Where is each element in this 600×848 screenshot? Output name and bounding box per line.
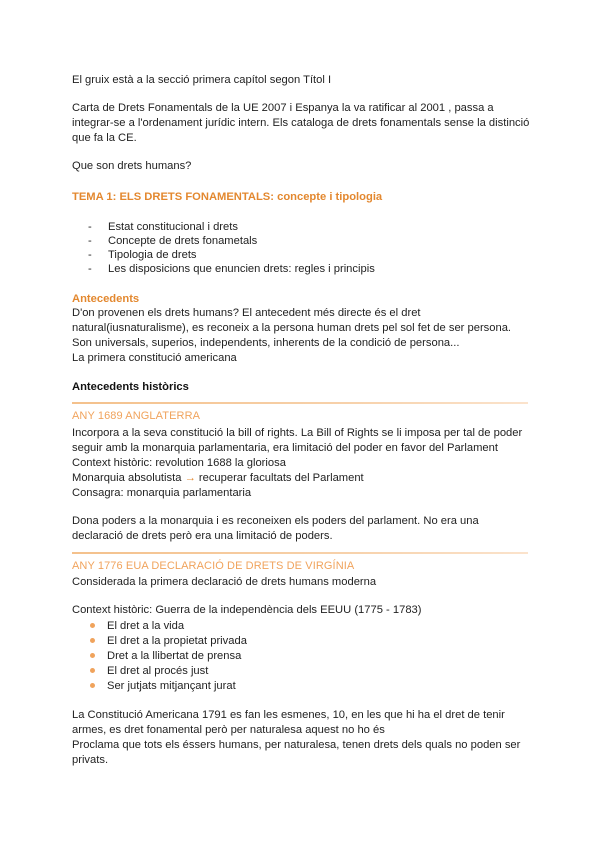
s1-paragraph-line: declaració de drets però era una limitació de poders. <box>72 530 333 542</box>
dash-marker: - <box>88 221 92 233</box>
intro-line: El gruix està a la secció primera capítol segon Títol I <box>72 74 332 86</box>
s2-paragraph-line: armes, es dret fonamental però per naturalesa aquest no ho és <box>72 724 385 736</box>
s1-line: Context històric: revolution 1688 la gloriosa <box>72 457 286 469</box>
bullet-icon <box>90 683 95 688</box>
dash-marker: - <box>88 249 92 261</box>
list-item: El dret a la propietat privada <box>90 634 247 649</box>
historics-heading: Antecedents històrics <box>72 381 189 393</box>
section-divider <box>72 402 528 404</box>
s1-line: seguir amb la monarquia parlamentaria, era limitació del poder en favor del Parlament <box>72 442 498 454</box>
list-item: - Concepte de drets fonametals <box>88 235 258 247</box>
intro-paragraph-line: que fa la CE. <box>72 132 137 144</box>
s1-line: Incorpora a la seva constitució la bill of rights. La Bill of Rights se li imposa per tal de poder <box>72 427 523 439</box>
s2-paragraph-line: privats. <box>72 754 109 766</box>
antecedents-line: La primera constitució americana <box>72 352 237 364</box>
dash-marker: - <box>88 235 92 247</box>
antecedents-line: D'on provenen els drets humans? El antecedent més directe és el dret <box>72 307 421 319</box>
antecedents-line: Son universals, superios, independents, inherents de la condició de persona... <box>72 337 460 349</box>
list-item: Dret a la llibertat de prensa <box>90 649 241 664</box>
s2-context: Context històric: Guerra de la independència dels EEUU (1775 - 1783) <box>72 604 422 616</box>
bullet-icon <box>90 623 95 628</box>
section-title-1776: ANY 1776 EUA DECLARACIÓ DE DRETS DE VIRGÍNIA <box>72 560 355 572</box>
s1-monarquia-line: Monarquia absolutista → recuperar facultats del Parlament <box>72 472 364 484</box>
list-item: - Tipologia de drets <box>88 249 197 261</box>
s2-subtitle: Considerada la primera declaració de drets humans moderna <box>72 576 377 588</box>
s2-paragraph-line: La Constitució Americana 1791 es fan les esmenes, 10, en les que hi ha el dret de tenir <box>72 709 505 721</box>
intro-question: Que son drets humans? <box>72 160 192 172</box>
section-divider <box>72 552 528 554</box>
dash-marker: - <box>88 263 92 275</box>
list-item: Ser jutjats mitjançant jurat <box>90 679 236 694</box>
list-item: - Estat constitucional i drets <box>88 221 238 233</box>
section-title-1689: ANY 1689 ANGLATERRA <box>72 410 201 422</box>
tema-title: TEMA 1: ELS DRETS FONAMENTALS: concepte i tipologia <box>72 191 383 203</box>
intro-paragraph-line: Carta de Drets Fonamentals de la UE 2007 i Espanya la va ratificar al 2001 , passa a <box>72 102 494 114</box>
arrow-right-icon: → <box>184 472 196 484</box>
list-item: El dret a la vida <box>90 619 184 634</box>
bullet-icon <box>90 668 95 673</box>
antecedents-heading: Antecedents <box>72 293 140 305</box>
s1-consagra: Consagra: monarquia parlamentaria <box>72 487 252 499</box>
antecedents-line: natural(iusnaturalisme), es reconeix a la persona human drets pel sol fet de ser persona. <box>72 322 512 334</box>
bullet-icon <box>90 638 95 643</box>
s1-paragraph-line: Dona poders a la monarquia i es reconeixen els poders del parlament. No era una <box>72 515 479 527</box>
intro-paragraph-line: integrar-se a l'ordenament jurídic intern. Els cataloga de drets fonamentals sense la distinció <box>72 117 530 129</box>
list-item: El dret al procés just <box>90 664 208 679</box>
bullet-icon <box>90 653 95 658</box>
s2-paragraph-line: Proclama que tots els éssers humans, per naturalesa, tenen drets dels quals no poden ser <box>72 739 521 751</box>
list-item: - Les disposicions que enuncien drets: regles i principis <box>88 263 375 275</box>
